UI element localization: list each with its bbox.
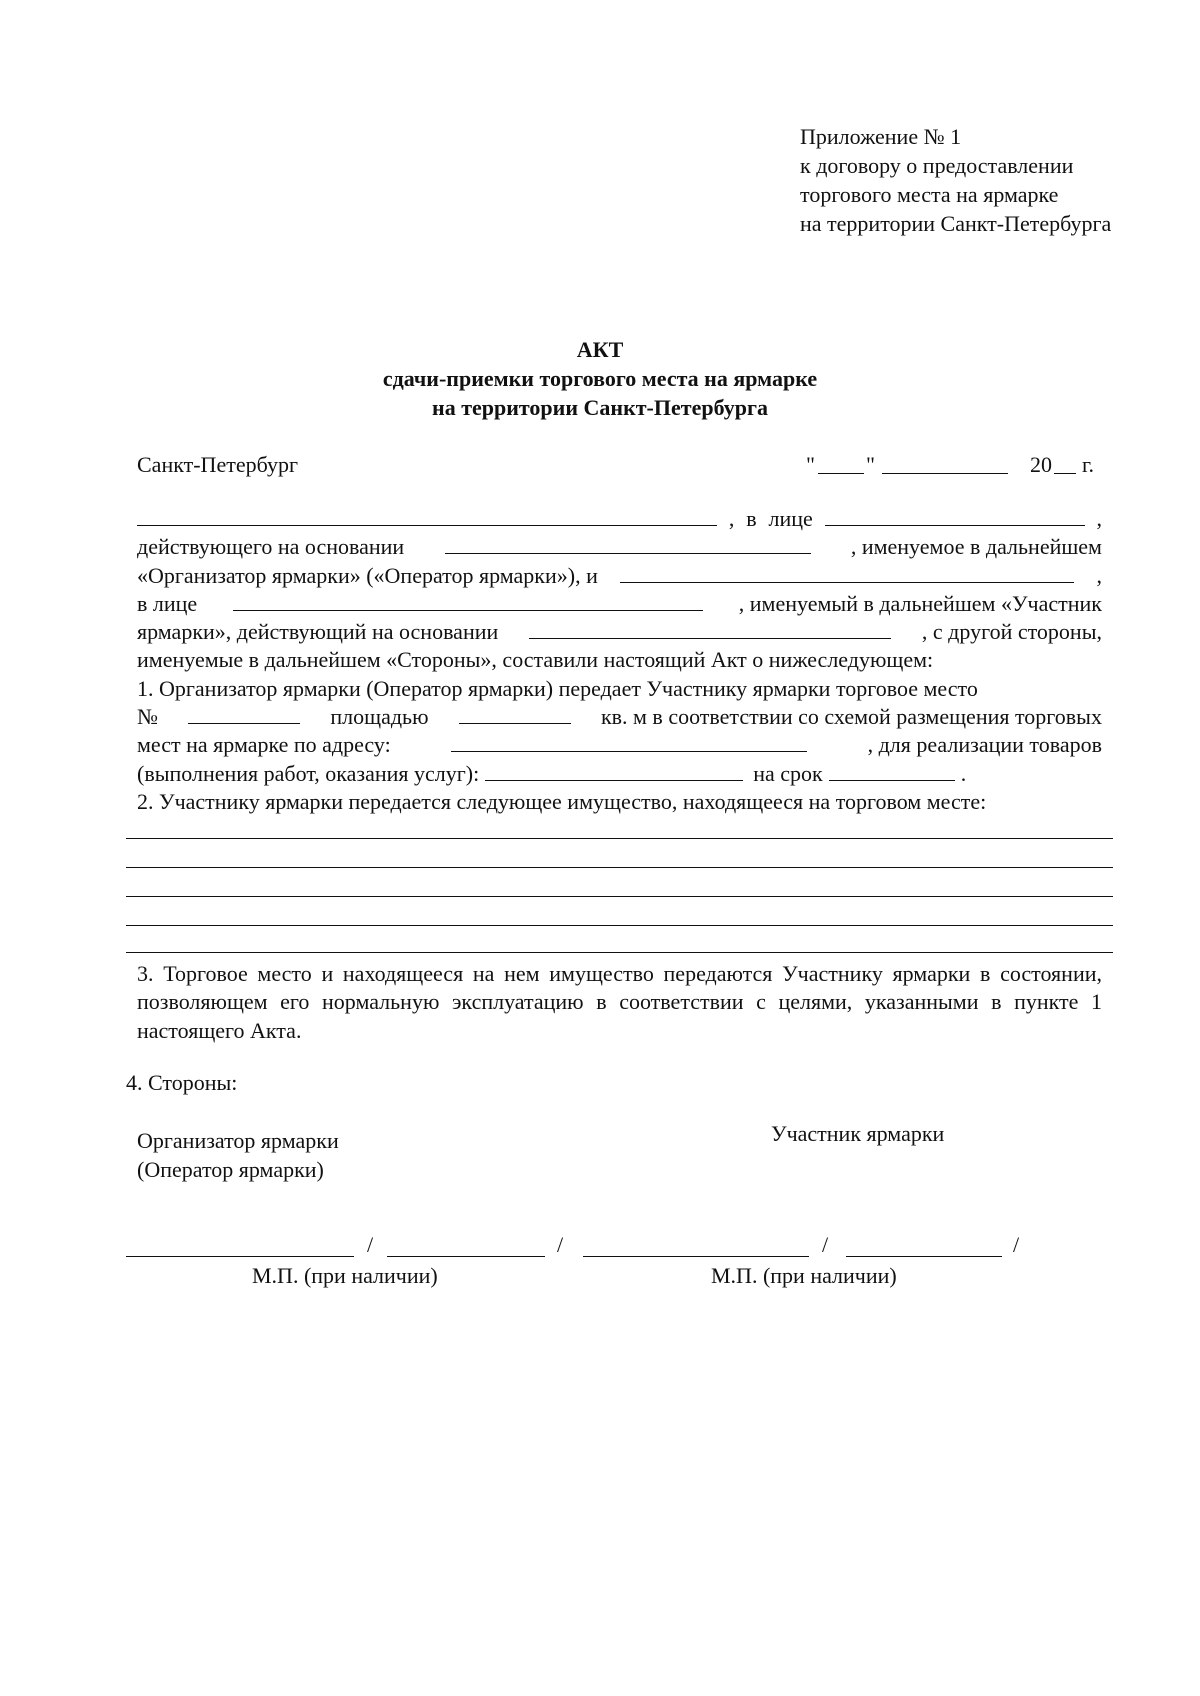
- clause-3-text: 3. Торговое место и находящееся на нем имущество передаются Участнику ярмарки в состоянии, позволяющем его нормальную эксплуатацию в соответствии с целями, указанными в пункте 1 настоящего Акта.: [137, 961, 1102, 1043]
- title-line-2: сдачи-приемки торгового места на ярмарке: [382, 366, 818, 391]
- body-line-3: [137, 562, 1102, 590]
- appendix-line-1: Приложение № 1: [800, 124, 962, 149]
- title-line-3: на территории Санкт-Петербурга: [432, 395, 768, 420]
- date-year-suffix: г.: [1082, 452, 1095, 477]
- property-line-3[interactable]: [126, 896, 1113, 897]
- date-day-field[interactable]: [818, 473, 864, 474]
- participant-name-field[interactable]: [620, 564, 1074, 583]
- area-field[interactable]: [459, 705, 571, 724]
- appendix-line-2: к договору о предоставлении: [800, 153, 1074, 178]
- organizer-basis-field[interactable]: [445, 535, 811, 554]
- city-label: Санкт-Петербург: [137, 452, 298, 477]
- text-address: мест на ярмарке по адресу:: [137, 732, 391, 758]
- organizer-name-signature-field[interactable]: [387, 1256, 545, 1257]
- text-hereinafter: , именуемое в дальнейшем: [850, 534, 1102, 560]
- slash: /: [822, 1232, 829, 1257]
- organizer-party-label: [137, 1126, 339, 1184]
- participant-party-label: Участник ярмарки: [771, 1121, 945, 1146]
- date-month-field[interactable]: [882, 473, 1008, 474]
- body-line-6: [137, 646, 1102, 674]
- clause-4-text: 4. Стороны:: [126, 1070, 238, 1095]
- text-in-face: в лице: [137, 590, 198, 616]
- body-line-5: [137, 618, 1102, 646]
- text-area: площадью: [330, 704, 429, 730]
- body-line-2: [137, 533, 1102, 561]
- body-line-9: [137, 731, 1102, 759]
- title-line-1: АКТ: [576, 337, 624, 362]
- body-line-10: [137, 760, 1102, 788]
- slash: /: [1013, 1232, 1020, 1257]
- organizer-label-line-1: Организатор ярмарки: [137, 1128, 339, 1153]
- organizer-signature-field[interactable]: [126, 1256, 354, 1257]
- text-term: на срок: [753, 760, 823, 786]
- appendix-header: [800, 122, 1160, 238]
- property-line-2[interactable]: [126, 867, 1113, 868]
- text-organizer-role: «Организатор ярмарки» («Оператор ярмарки»), и: [137, 562, 598, 588]
- body-line-8: [137, 703, 1102, 731]
- clause-2-text: 2. Участнику ярмарки передается следующее имущество, находящееся на торговом месте:: [137, 788, 987, 814]
- date-year-prefix: 20: [1030, 452, 1052, 477]
- slash: /: [367, 1232, 374, 1257]
- date-quote-close: ": [866, 452, 875, 477]
- appendix-line-3: торгового места на ярмарке: [800, 182, 1059, 207]
- participant-basis-field[interactable]: [529, 620, 891, 639]
- comma: ,: [728, 506, 735, 531]
- place-number-field[interactable]: [188, 705, 300, 724]
- appendix-line-4: на территории Санкт-Петербурга: [800, 211, 1112, 236]
- text-acting-basis-participant: ярмарки», действующий на основании: [137, 619, 499, 645]
- text-acting-basis: действующего на основании: [137, 534, 405, 560]
- property-line-1[interactable]: [126, 838, 1113, 839]
- body-line-4: [137, 590, 1102, 618]
- text-parties-compiled: именуемые в дальнейшем «Стороны», составили настоящий Акт о нижеследующем:: [137, 647, 934, 673]
- organizer-label-line-2: (Оператор ярмарки): [137, 1157, 324, 1182]
- slash: /: [557, 1232, 564, 1257]
- text-number-sign: №: [137, 704, 158, 730]
- date-quote-open: ": [806, 452, 815, 477]
- participant-name-signature-field[interactable]: [846, 1256, 1002, 1257]
- text-in: в: [746, 506, 757, 531]
- text-face: лице: [768, 506, 813, 531]
- stamp-label-right: М.П. (при наличии): [711, 1263, 897, 1288]
- document-title: [0, 335, 1200, 422]
- property-line-4[interactable]: [126, 925, 1113, 926]
- clause-1-text: 1. Организатор ярмарки (Оператор ярмарки) передает Участнику ярмарки торговое место: [137, 675, 978, 701]
- comma: ,: [1096, 562, 1102, 588]
- address-field[interactable]: [451, 733, 807, 752]
- participant-signature-field[interactable]: [583, 1256, 809, 1257]
- text-for-goods: , для реализации товаров: [867, 732, 1102, 758]
- act-body: [137, 505, 1102, 816]
- organizer-name-field[interactable]: [137, 507, 717, 526]
- term-field[interactable]: [829, 762, 955, 781]
- body-line-11: [137, 788, 1102, 816]
- comma: ,: [1096, 506, 1102, 531]
- period: .: [960, 760, 967, 786]
- text-hereinafter-participant: , именуемый в дальнейшем «Участник: [738, 590, 1102, 616]
- participant-representative-field[interactable]: [233, 592, 703, 611]
- date-year-field[interactable]: [1054, 473, 1076, 474]
- goods-field[interactable]: [485, 762, 743, 781]
- text-works-services: (выполнения работ, оказания услуг):: [137, 760, 480, 786]
- text-other-side: , с другой стороны,: [921, 619, 1102, 645]
- text-sqm-scheme: кв. м в соответствии со схемой размещения торговых: [600, 704, 1102, 730]
- organizer-representative-field[interactable]: [825, 507, 1085, 526]
- property-line-5[interactable]: [126, 952, 1113, 953]
- body-line-7: [137, 675, 1102, 703]
- stamp-label-left: М.П. (при наличии): [252, 1263, 438, 1288]
- body-line-1: [137, 505, 1102, 533]
